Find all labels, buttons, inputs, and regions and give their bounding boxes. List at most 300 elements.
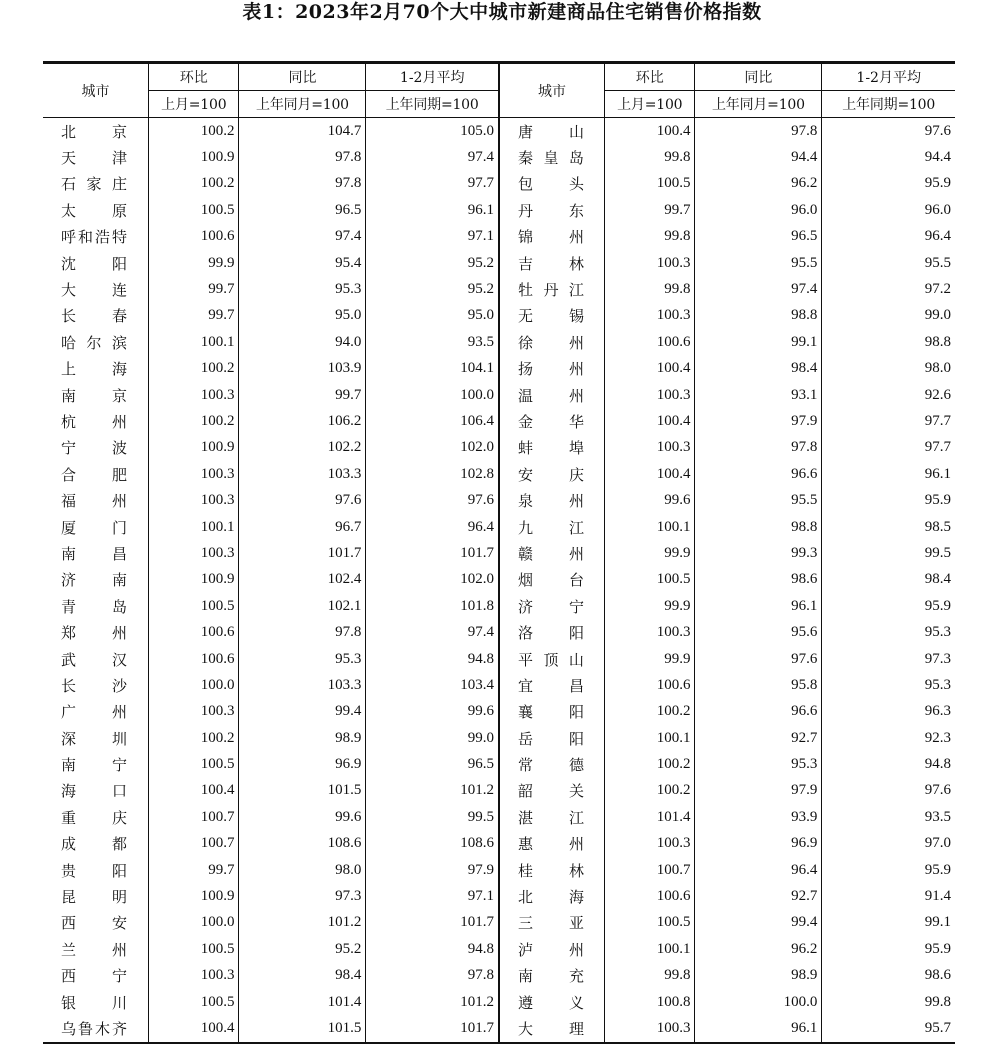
header-avg-right: 1-2月平均 [822, 63, 955, 91]
city-label: 唐 山 [517, 122, 584, 141]
table-row [43, 619, 955, 645]
city-name-left [43, 1015, 149, 1042]
city-name-right [499, 936, 605, 962]
header-avg-base-left: 上年同期=100 [366, 91, 499, 118]
avg-value-right: 95.7 [822, 1015, 955, 1042]
city-name-right [499, 910, 605, 936]
avg-value-right: 97.6 [822, 778, 955, 804]
avg-value-right: 93.5 [822, 804, 955, 830]
table-row [43, 1015, 955, 1042]
mom-value-right: 100.3 [605, 250, 695, 276]
avg-value-left: 97.1 [366, 224, 499, 250]
city-name-left [43, 857, 149, 883]
city-name-right [499, 303, 605, 329]
mom-value-right: 101.4 [605, 804, 695, 830]
avg-value-left: 102.0 [366, 435, 499, 461]
avg-value-left: 101.7 [366, 540, 499, 566]
mom-value-left: 100.3 [149, 487, 239, 513]
yoy-value-left: 102.4 [239, 567, 366, 593]
avg-value-left: 97.4 [366, 144, 499, 170]
avg-value-right: 95.3 [822, 619, 955, 645]
city-name-right [499, 619, 605, 645]
avg-value-left: 99.6 [366, 699, 499, 725]
avg-value-right: 98.5 [822, 514, 955, 540]
avg-value-left: 104.1 [366, 356, 499, 382]
mom-value-left: 100.2 [149, 408, 239, 434]
mom-value-left: 100.3 [149, 382, 239, 408]
city-label: 福 州 [61, 492, 127, 511]
yoy-value-right: 95.5 [695, 487, 822, 513]
mom-value-left: 100.3 [149, 699, 239, 725]
city-name-right [499, 646, 605, 672]
mom-value-left: 100.6 [149, 646, 239, 672]
mom-value-left: 100.1 [149, 514, 239, 540]
yoy-value-right: 92.7 [695, 883, 822, 909]
city-name-left [43, 883, 149, 909]
table-row [43, 593, 955, 619]
yoy-value-right: 96.1 [695, 593, 822, 619]
city-label: 昆 明 [61, 888, 127, 907]
table-row [43, 672, 955, 698]
avg-value-left: 93.5 [366, 329, 499, 355]
city-label: 呼 和 浩 特 [61, 228, 127, 247]
city-label: 上 海 [61, 360, 127, 379]
avg-value-right: 99.8 [822, 989, 955, 1015]
city-name-right [499, 144, 605, 170]
header-avg-left: 1-2月平均 [366, 63, 499, 91]
avg-value-right: 97.6 [822, 118, 955, 145]
city-label: 岳 阳 [517, 729, 584, 748]
header-yoy-left: 同比 [239, 63, 366, 91]
table-row [43, 171, 955, 197]
avg-value-right: 97.7 [822, 435, 955, 461]
yoy-value-left: 97.8 [239, 171, 366, 197]
city-name-left [43, 224, 149, 250]
avg-value-right: 92.3 [822, 725, 955, 751]
avg-value-left: 95.2 [366, 250, 499, 276]
avg-value-right: 97.2 [822, 276, 955, 302]
table-row [43, 963, 955, 989]
city-name-left [43, 171, 149, 197]
yoy-value-right: 96.6 [695, 461, 822, 487]
table-row [43, 883, 955, 909]
city-name-right [499, 831, 605, 857]
mom-value-left: 100.2 [149, 356, 239, 382]
city-name-right [499, 197, 605, 223]
yoy-value-right: 96.5 [695, 224, 822, 250]
city-name-right [499, 672, 605, 698]
city-name-right [499, 540, 605, 566]
city-label: 吉 林 [517, 254, 584, 273]
yoy-value-right: 95.8 [695, 672, 822, 698]
city-name-left [43, 751, 149, 777]
table-row [43, 778, 955, 804]
city-label: 惠 州 [517, 835, 584, 854]
mom-value-right: 100.6 [605, 329, 695, 355]
city-label: 广 州 [61, 703, 127, 722]
yoy-value-right: 98.9 [695, 963, 822, 989]
table-body [43, 118, 955, 1043]
city-label: 桂 林 [517, 861, 584, 880]
header-mom-base-left: 上月=100 [149, 91, 239, 118]
yoy-value-left: 99.7 [239, 382, 366, 408]
city-label: 武 汉 [61, 650, 127, 669]
table-row [43, 408, 955, 434]
yoy-value-left: 98.0 [239, 857, 366, 883]
city-name-left [43, 382, 149, 408]
avg-value-right: 97.7 [822, 408, 955, 434]
yoy-value-left: 103.9 [239, 356, 366, 382]
city-label: 常 德 [517, 756, 584, 775]
yoy-value-left: 101.7 [239, 540, 366, 566]
avg-value-left: 99.5 [366, 804, 499, 830]
table-row [43, 303, 955, 329]
city-label: 三 亚 [517, 914, 584, 933]
avg-value-right: 95.9 [822, 487, 955, 513]
city-label: 蚌 埠 [517, 439, 584, 458]
mom-value-right: 100.5 [605, 171, 695, 197]
city-label: 大 理 [517, 1019, 584, 1038]
city-label: 泸 州 [517, 940, 584, 959]
yoy-value-right: 97.6 [695, 646, 822, 672]
yoy-value-right: 93.9 [695, 804, 822, 830]
city-label: 西 安 [61, 914, 127, 933]
avg-value-left: 96.1 [366, 197, 499, 223]
header-yoy-right: 同比 [695, 63, 822, 91]
mom-value-right: 100.4 [605, 408, 695, 434]
yoy-value-left: 99.6 [239, 804, 366, 830]
yoy-value-right: 94.4 [695, 144, 822, 170]
mom-value-right: 100.3 [605, 303, 695, 329]
yoy-value-right: 96.2 [695, 936, 822, 962]
yoy-value-left: 95.3 [239, 276, 366, 302]
yoy-value-left: 96.7 [239, 514, 366, 540]
city-label: 沈 阳 [61, 254, 127, 273]
city-name-right [499, 224, 605, 250]
table-row [43, 540, 955, 566]
table-row [43, 857, 955, 883]
city-name-left [43, 408, 149, 434]
yoy-value-right: 92.7 [695, 725, 822, 751]
mom-value-left: 100.9 [149, 883, 239, 909]
avg-value-left: 105.0 [366, 118, 499, 145]
table-row [43, 197, 955, 223]
city-name-left [43, 197, 149, 223]
avg-value-right: 99.0 [822, 303, 955, 329]
mom-value-left: 99.7 [149, 857, 239, 883]
mom-value-right: 100.3 [605, 1015, 695, 1042]
city-label: 金 华 [517, 412, 584, 431]
city-name-left [43, 514, 149, 540]
avg-value-left: 96.4 [366, 514, 499, 540]
yoy-value-left: 103.3 [239, 672, 366, 698]
mom-value-right: 100.5 [605, 910, 695, 936]
city-name-right [499, 883, 605, 909]
header-mom-base-right: 上月=100 [605, 91, 695, 118]
mom-value-left: 100.2 [149, 725, 239, 751]
mom-value-right: 100.4 [605, 356, 695, 382]
city-name-left [43, 144, 149, 170]
yoy-value-right: 97.8 [695, 435, 822, 461]
city-name-left [43, 646, 149, 672]
city-label: 青 岛 [61, 597, 127, 616]
city-name-left [43, 910, 149, 936]
yoy-value-right: 99.1 [695, 329, 822, 355]
mom-value-right: 100.6 [605, 883, 695, 909]
city-name-left [43, 487, 149, 513]
city-label: 九 江 [517, 518, 584, 537]
mom-value-left: 100.7 [149, 831, 239, 857]
city-name-left [43, 725, 149, 751]
mom-value-left: 100.3 [149, 461, 239, 487]
header-avg-base-right: 上年同期=100 [822, 91, 955, 118]
table-row [43, 250, 955, 276]
city-name-right [499, 778, 605, 804]
city-label: 无 锡 [517, 307, 584, 326]
mom-value-left: 100.7 [149, 804, 239, 830]
header-mom-left: 环比 [149, 63, 239, 91]
avg-value-right: 95.9 [822, 593, 955, 619]
mom-value-right: 99.9 [605, 593, 695, 619]
table-row [43, 751, 955, 777]
city-name-right [499, 435, 605, 461]
avg-value-left: 97.9 [366, 857, 499, 883]
avg-value-right: 95.9 [822, 857, 955, 883]
yoy-value-left: 99.4 [239, 699, 366, 725]
mom-value-left: 99.9 [149, 250, 239, 276]
avg-value-left: 97.1 [366, 883, 499, 909]
city-label: 韶 关 [517, 782, 584, 801]
mom-value-left: 100.6 [149, 619, 239, 645]
table-row [43, 382, 955, 408]
city-label: 安 庆 [517, 465, 584, 484]
city-label: 南 充 [517, 967, 584, 986]
table-row [43, 435, 955, 461]
yoy-value-right: 98.4 [695, 356, 822, 382]
avg-value-left: 95.0 [366, 303, 499, 329]
table-row [43, 804, 955, 830]
mom-value-right: 100.3 [605, 435, 695, 461]
mom-value-left: 100.2 [149, 118, 239, 145]
city-label: 兰 州 [61, 940, 127, 959]
mom-value-right: 100.3 [605, 382, 695, 408]
city-label: 深 圳 [61, 729, 127, 748]
yoy-value-right: 95.5 [695, 250, 822, 276]
yoy-value-left: 101.4 [239, 989, 366, 1015]
yoy-value-left: 95.4 [239, 250, 366, 276]
city-label: 成 都 [61, 835, 127, 854]
table-row [43, 567, 955, 593]
table-row [43, 936, 955, 962]
city-name-right [499, 329, 605, 355]
mom-value-left: 100.2 [149, 171, 239, 197]
city-label: 海 口 [61, 782, 127, 801]
yoy-value-right: 99.4 [695, 910, 822, 936]
avg-value-right: 94.8 [822, 751, 955, 777]
table-row [43, 276, 955, 302]
mom-value-right: 100.3 [605, 831, 695, 857]
city-name-left [43, 989, 149, 1015]
city-name-right [499, 567, 605, 593]
city-label: 合 肥 [61, 465, 127, 484]
city-name-left [43, 276, 149, 302]
mom-value-right: 100.5 [605, 567, 695, 593]
mom-value-right: 100.7 [605, 857, 695, 883]
mom-value-left: 100.9 [149, 435, 239, 461]
mom-value-left: 100.5 [149, 593, 239, 619]
city-name-right [499, 593, 605, 619]
header-city-right: 城市 [499, 63, 605, 118]
yoy-value-right: 96.6 [695, 699, 822, 725]
avg-value-right: 92.6 [822, 382, 955, 408]
avg-value-right: 98.8 [822, 329, 955, 355]
header-city-left: 城市 [43, 63, 149, 118]
avg-value-right: 96.3 [822, 699, 955, 725]
yoy-value-left: 98.4 [239, 963, 366, 989]
city-label: 扬 州 [517, 360, 584, 379]
city-name-left [43, 250, 149, 276]
mom-value-right: 100.3 [605, 619, 695, 645]
yoy-value-left: 101.5 [239, 778, 366, 804]
city-name-left [43, 778, 149, 804]
mom-value-left: 100.5 [149, 989, 239, 1015]
mom-value-right: 100.4 [605, 118, 695, 145]
yoy-value-left: 95.3 [239, 646, 366, 672]
city-label: 大 连 [61, 281, 127, 300]
table-row [43, 831, 955, 857]
table-row [43, 910, 955, 936]
mom-value-right: 100.1 [605, 936, 695, 962]
avg-value-left: 94.8 [366, 646, 499, 672]
city-label: 泉 州 [517, 492, 584, 511]
yoy-value-left: 106.2 [239, 408, 366, 434]
avg-value-right: 99.1 [822, 910, 955, 936]
yoy-value-right: 93.1 [695, 382, 822, 408]
avg-value-right: 95.9 [822, 936, 955, 962]
mom-value-left: 100.5 [149, 936, 239, 962]
yoy-value-left: 96.9 [239, 751, 366, 777]
city-name-right [499, 356, 605, 382]
mom-value-right: 99.8 [605, 224, 695, 250]
mom-value-left: 100.3 [149, 963, 239, 989]
city-label: 温 州 [517, 386, 584, 405]
avg-value-left: 97.8 [366, 963, 499, 989]
avg-value-right: 95.5 [822, 250, 955, 276]
city-label: 天 津 [61, 149, 127, 168]
city-label: 宜 昌 [517, 676, 584, 695]
avg-value-right: 95.9 [822, 171, 955, 197]
mom-value-left: 100.4 [149, 778, 239, 804]
mom-value-right: 100.2 [605, 699, 695, 725]
yoy-value-right: 95.3 [695, 751, 822, 777]
yoy-value-right: 100.0 [695, 989, 822, 1015]
mom-value-right: 99.6 [605, 487, 695, 513]
city-name-left [43, 963, 149, 989]
city-name-right [499, 250, 605, 276]
avg-value-right: 98.0 [822, 356, 955, 382]
yoy-value-right: 98.8 [695, 303, 822, 329]
avg-value-left: 103.4 [366, 672, 499, 698]
city-label: 南 宁 [61, 756, 127, 775]
city-label: 杭 州 [61, 412, 127, 431]
mom-value-left: 100.9 [149, 144, 239, 170]
avg-value-left: 97.6 [366, 487, 499, 513]
table-row [43, 514, 955, 540]
city-name-right [499, 118, 605, 145]
header-yoy-base-right: 上年同月=100 [695, 91, 822, 118]
mom-value-right: 99.9 [605, 540, 695, 566]
city-label: 西 宁 [61, 967, 127, 986]
yoy-value-right: 96.9 [695, 831, 822, 857]
yoy-value-right: 98.8 [695, 514, 822, 540]
avg-value-left: 94.8 [366, 936, 499, 962]
city-name-left [43, 593, 149, 619]
table-row [43, 356, 955, 382]
city-label: 济 南 [61, 571, 127, 590]
city-name-right [499, 276, 605, 302]
city-label: 乌 鲁 木 齐 [61, 1019, 127, 1038]
yoy-value-right: 97.9 [695, 408, 822, 434]
mom-value-left: 100.1 [149, 329, 239, 355]
city-name-left [43, 356, 149, 382]
mom-value-right: 100.2 [605, 751, 695, 777]
city-name-right [499, 171, 605, 197]
mom-value-left: 100.0 [149, 672, 239, 698]
city-label: 银 川 [61, 993, 127, 1012]
mom-value-left: 100.5 [149, 197, 239, 223]
city-label: 太 原 [61, 201, 127, 220]
yoy-value-left: 97.6 [239, 487, 366, 513]
yoy-value-left: 97.8 [239, 144, 366, 170]
yoy-value-left: 95.2 [239, 936, 366, 962]
yoy-value-left: 97.3 [239, 883, 366, 909]
mom-value-right: 99.8 [605, 144, 695, 170]
city-name-right [499, 963, 605, 989]
avg-value-right: 96.4 [822, 224, 955, 250]
city-label: 平 顶 山 [517, 650, 584, 669]
mom-value-left: 100.6 [149, 224, 239, 250]
city-label: 贵 阳 [61, 861, 127, 880]
avg-value-right: 98.6 [822, 963, 955, 989]
city-label: 锦 州 [517, 228, 584, 247]
mom-value-right: 100.2 [605, 778, 695, 804]
city-label: 湛 江 [517, 808, 584, 827]
city-name-left [43, 699, 149, 725]
yoy-value-right: 97.4 [695, 276, 822, 302]
mom-value-right: 99.7 [605, 197, 695, 223]
avg-value-left: 106.4 [366, 408, 499, 434]
table-row [43, 144, 955, 170]
mom-value-left: 100.0 [149, 910, 239, 936]
avg-value-right: 98.4 [822, 567, 955, 593]
table-row [43, 989, 955, 1015]
mom-value-right: 99.8 [605, 963, 695, 989]
avg-value-right: 96.1 [822, 461, 955, 487]
city-label: 遵 义 [517, 993, 584, 1012]
city-name-left [43, 461, 149, 487]
city-label: 重 庆 [61, 808, 127, 827]
yoy-value-right: 97.9 [695, 778, 822, 804]
city-label: 济 宁 [517, 597, 584, 616]
avg-value-right: 97.0 [822, 831, 955, 857]
avg-value-left: 108.6 [366, 831, 499, 857]
city-name-right [499, 725, 605, 751]
mom-value-left: 99.7 [149, 303, 239, 329]
city-name-left [43, 540, 149, 566]
city-name-right [499, 804, 605, 830]
table-row [43, 646, 955, 672]
mom-value-right: 100.1 [605, 725, 695, 751]
